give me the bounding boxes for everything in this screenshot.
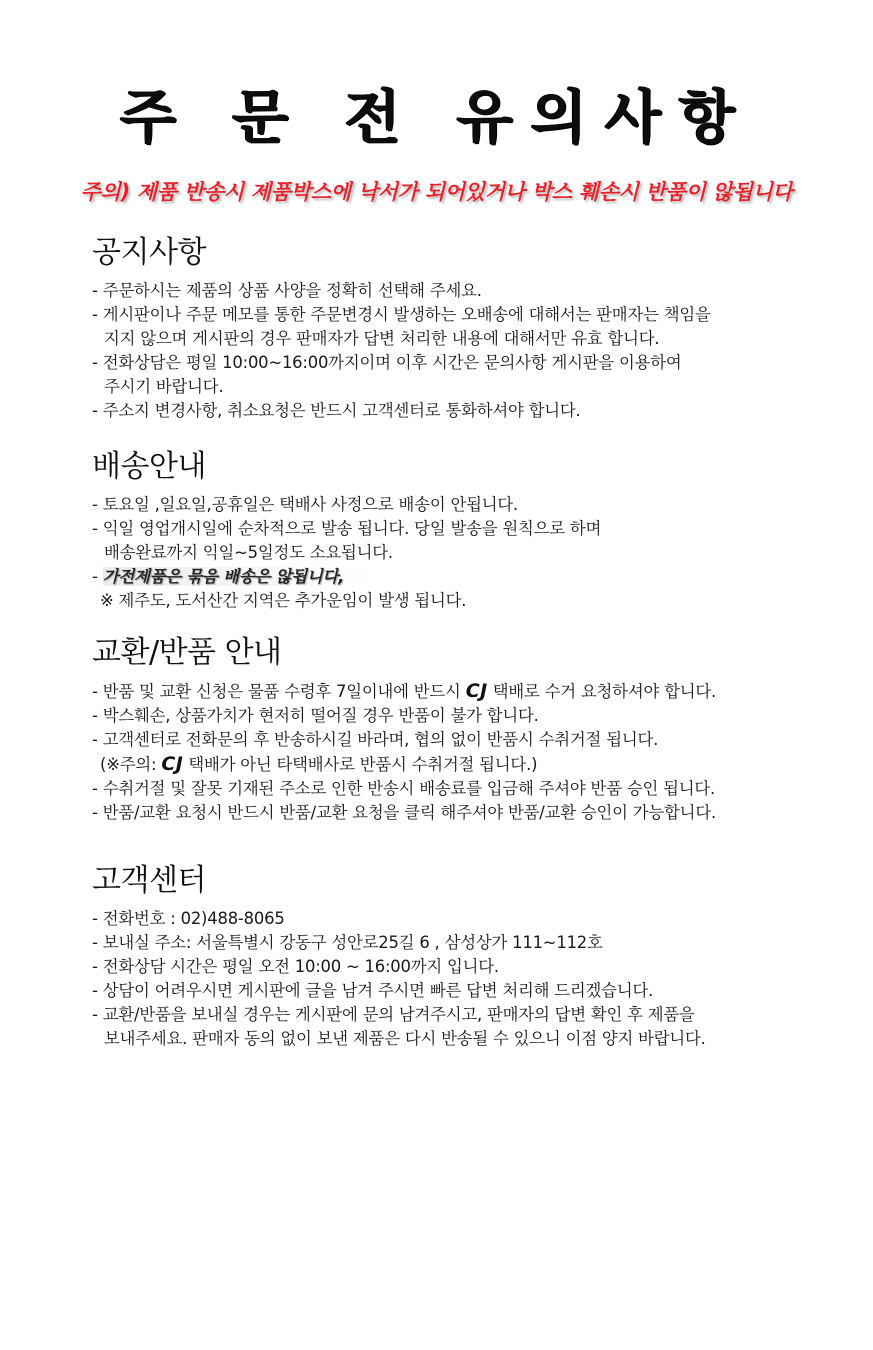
cs-item-5: - 교환/반품을 보내실 경우는 게시판에 문의 남겨주시고, 판매자의 답변 확인 후 제품을 bbox=[92, 1005, 695, 1024]
customer-center-list bbox=[92, 907, 706, 1051]
cj-logo: CJ bbox=[465, 680, 488, 702]
list-item: ※ 제주도, 도서산간 지역은 추가운임이 발생 됩니다. bbox=[100, 591, 467, 610]
exchange-list bbox=[92, 679, 716, 825]
list-item: - 전화상담 시간은 평일 오전 10:00 ~ 16:00까지 입니다. bbox=[92, 957, 499, 976]
customer-center-heading: 고객센터 bbox=[92, 863, 206, 898]
warning-banner: 주의) 제품 반송시 제품박스에 낙서가 되어있거나 박스 훼손시 반품이 않됩니다 bbox=[80, 180, 793, 204]
delivery-item-2-cont: 배송완료까지 익일~5일정도 소요됩니다. bbox=[104, 543, 393, 562]
list-item: - 상담이 어려우시면 게시판에 글을 남겨 주시면 빠른 답변 처리해 드리겠습니다. bbox=[92, 981, 654, 1000]
list-item bbox=[92, 351, 711, 399]
cs-item-5-cont: 보내주세요. 판매자 동의 없이 보낸 제품은 다시 반송될 수 있으니 이점 양지 바랍니다. bbox=[104, 1029, 706, 1048]
page-title: 주 문 전 유의사항 bbox=[120, 83, 753, 151]
list-item bbox=[92, 565, 601, 589]
notice-list bbox=[92, 279, 711, 423]
list-item bbox=[92, 303, 711, 351]
list-item: - 반품/교환 요청시 반드시 반품/교환 요청을 클릭 해주셔야 반품/교환 승인이 가능합니다. bbox=[92, 803, 716, 822]
notice-item-2-cont: 지지 않으며 게시판의 경우 판매자가 답변 처리한 내용에 대해서만 유효 합니다. bbox=[104, 329, 660, 348]
cj-logo: CJ bbox=[161, 753, 184, 775]
exchange-section bbox=[92, 633, 716, 825]
exchange-item-1-pre: - 반품 및 교환 신청은 물품 수령후 7일이내에 반드시 bbox=[92, 682, 466, 701]
list-item: - 수취거절 및 잘못 기재된 주소로 인한 반송시 배송료를 입금해 주셔야 반품 승인 됩니다. bbox=[92, 779, 716, 798]
list-item bbox=[92, 517, 601, 565]
notice-item-2: - 게시판이나 주문 메모를 통한 주문변경시 발생하는 오배송에 대해서는 판매자는 책임을 bbox=[92, 305, 711, 324]
delivery-heading: 배송안내 bbox=[92, 449, 206, 484]
notice-item-1: - 주문하시는 제품의 상품 사양을 정확히 선택해 주세요. bbox=[92, 281, 482, 300]
list-item bbox=[92, 279, 711, 303]
delivery-section bbox=[92, 447, 601, 613]
list-item: - 보내실 주소: 서울특별시 강동구 성안로25길 6 , 삼성상가 111~112호 bbox=[92, 933, 603, 952]
notice-item-4: - 주소지 변경사항, 취소요청은 반드시 고객센터로 통화하셔야 합니다. bbox=[92, 401, 581, 420]
delivery-item-3-dash: - bbox=[92, 567, 103, 586]
notice-heading: 공지사항 bbox=[92, 235, 206, 270]
list-item bbox=[92, 679, 716, 704]
delivery-item-2: - 익일 영업개시일에 순차적으로 발송 됩니다. 당일 발송을 원칙으로 하며 bbox=[92, 519, 602, 538]
exchange-item-4-pre: (※주의: bbox=[100, 755, 162, 774]
list-item: - 고객센터로 전화문의 후 반송하시길 바라며, 협의 없이 반품시 수취거절 됩니다. bbox=[92, 730, 659, 749]
customer-center-section bbox=[92, 861, 706, 1051]
exchange-item-1-post: 택배로 수거 요청하셔야 합니다. bbox=[487, 682, 717, 701]
list-item: - 전화번호 : 02)488-8065 bbox=[92, 909, 285, 928]
list-item: - 토요일 ,일요일,공휴일은 택배사 사정으로 배송이 안됩니다. bbox=[92, 495, 519, 514]
notice-item-3-cont: 주시기 바랍니다. bbox=[104, 377, 224, 396]
list-item: - 박스훼손, 상품가치가 현저히 떨어질 경우 반품이 불가 합니다. bbox=[92, 706, 539, 725]
highlighted-note: 가전제품은 묶음 배송은 않됩니다, bbox=[103, 567, 404, 586]
list-item bbox=[92, 1003, 706, 1051]
list-item bbox=[92, 752, 716, 777]
exchange-item-4-post: 택배가 아닌 타택배사로 반품시 수취거절 됩니다.) bbox=[183, 755, 538, 774]
exchange-heading: 교환/반품 안내 bbox=[92, 635, 282, 670]
notice-item-3: - 전화상담은 평일 10:00~16:00까지이며 이후 시간은 문의사항 게시판을 이용하여 bbox=[92, 353, 682, 372]
list-item bbox=[92, 399, 711, 423]
notice-section bbox=[92, 233, 711, 423]
delivery-list bbox=[92, 493, 601, 613]
